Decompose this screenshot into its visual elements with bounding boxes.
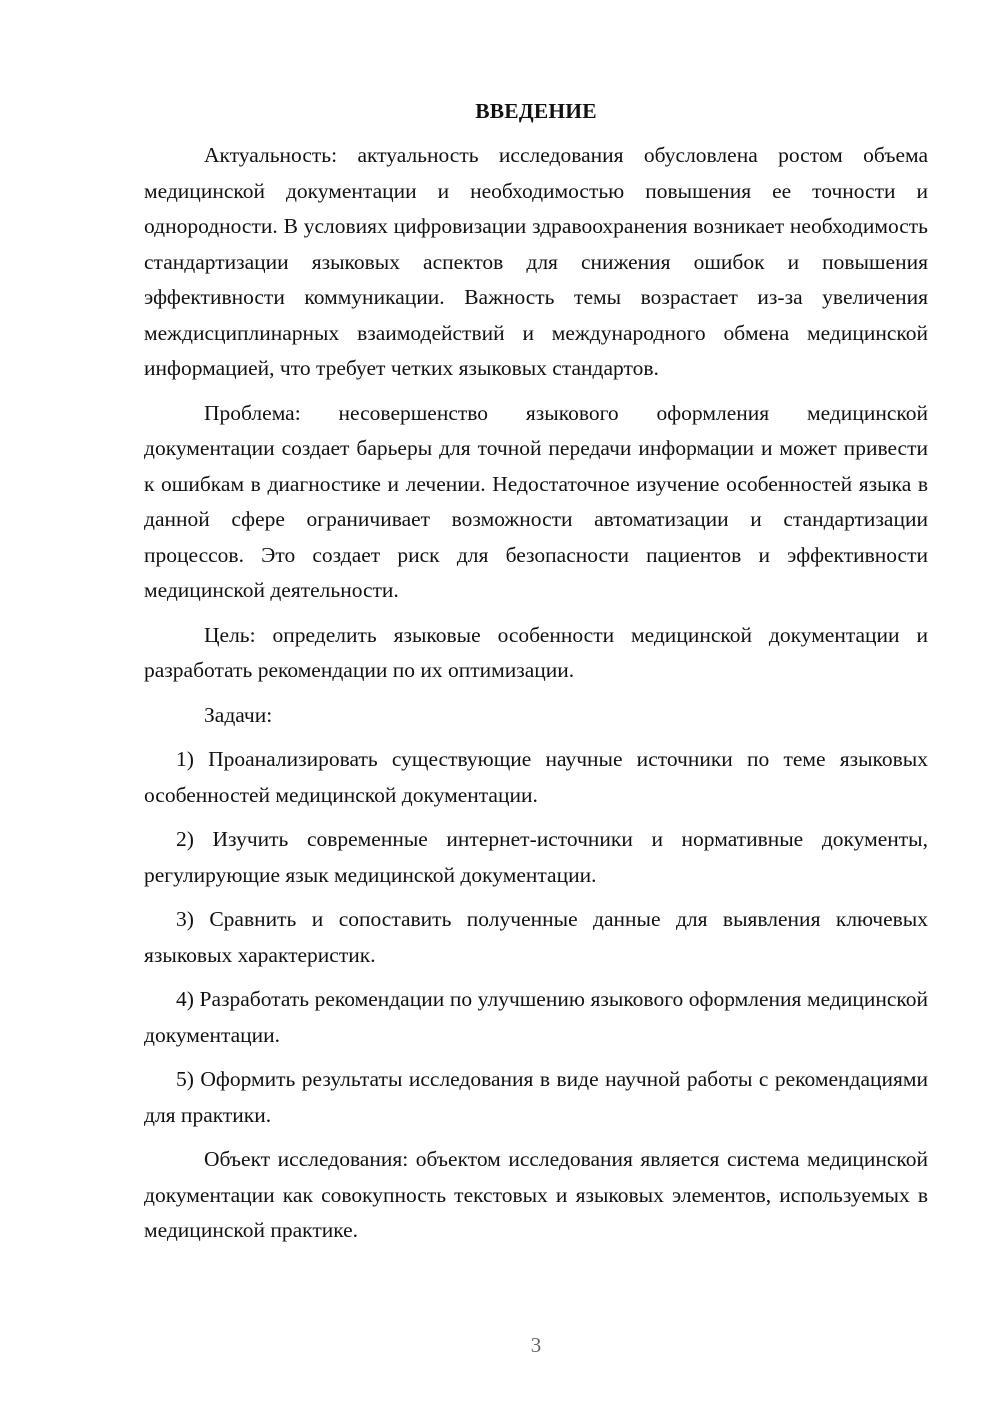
document-page <box>144 96 928 1258</box>
task-item-3: 3) Сравнить и сопоставить полученные данные для выявления ключевых языковых характеристик. <box>144 907 928 967</box>
section-title: ВВЕДЕНИЕ <box>475 99 597 123</box>
task-item-1: 1) Проанализировать существующие научные источники по теме языковых особенностей медицинской документации. <box>144 747 928 807</box>
relevance-paragraph: Актуальность: актуальность исследования обусловлена ростом объема медицинской документации и необходимостью повышения ее точности и однородности. В условиях цифровизации здравоохранения возникает необходимость стандартизации языковых аспектов для снижения ошибок и повышения эффективности коммуникации. Важность темы возрастает из-за увеличения междисциплинарных взаимодействий и международного обмена медицинской информацией, что требует четких языковых стандартов. <box>144 143 928 380</box>
object-paragraph: Объект исследования: объектом исследования является система медицинской документации как совокупность текстовых и языковых элементов, используемых в медицинской практике. <box>144 1147 928 1242</box>
problem-paragraph: Проблема: несовершенство языкового оформления медицинской документации создает барьеры для точной передачи информации и может привести к ошибкам в диагностике и лечении. Недостаточное изучение особенностей языка в данной сфере ограничивает возможности автоматизации и стандартизации процессов. Это создает риск для безопасности пациентов и эффективности медицинской деятельности. <box>144 400 928 602</box>
goal-paragraph: Цель: определить языковые особенности медицинской документации и разработать рекомендации по их оптимизации. <box>144 622 928 682</box>
task-item-5: 5) Оформить результаты исследования в виде научной работы с рекомендациями для практики. <box>144 1067 928 1127</box>
page-number: 3 <box>530 1333 542 1357</box>
tasks-heading: Задачи: <box>204 702 273 727</box>
task-item-4: 4) Разработать рекомендации по улучшению языкового оформления медицинской документации. <box>144 987 928 1047</box>
task-item-2: 2) Изучить современные интернет-источники и нормативные документы, регулирующие язык медицинской документации. <box>144 827 928 887</box>
